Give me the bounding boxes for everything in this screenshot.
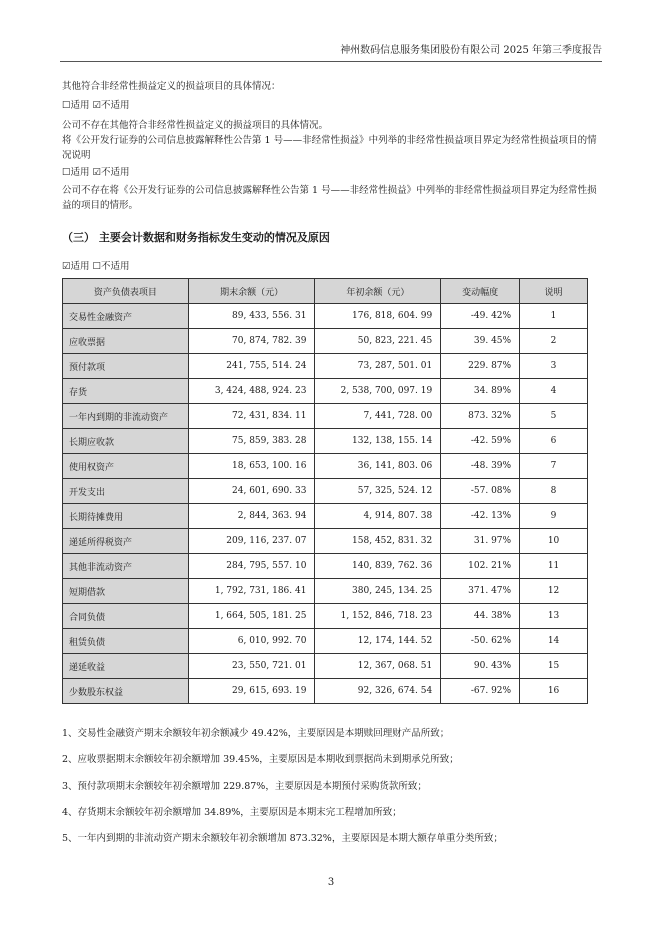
row-year-start-value: 73, 287, 501. 01 xyxy=(315,354,441,379)
row-change-rate: 102. 21% xyxy=(441,554,520,579)
row-period-end-value: 23, 550, 721. 01 xyxy=(188,654,315,679)
row-note-ref: 15 xyxy=(520,654,588,679)
table-row xyxy=(63,654,588,679)
row-change-rate: 39. 45% xyxy=(441,329,520,354)
row-year-start-value: 132, 138, 155. 14 xyxy=(315,429,441,454)
table-row xyxy=(63,604,588,629)
row-note-ref: 7 xyxy=(520,454,588,479)
row-year-start-value: 380, 245, 134. 25 xyxy=(315,579,441,604)
table-row xyxy=(63,329,588,354)
row-period-end-value: 209, 116, 237. 07 xyxy=(188,529,315,554)
row-change-rate: -48. 39% xyxy=(441,454,520,479)
row-change-rate: -67. 92% xyxy=(441,679,520,704)
row-item-name: 开发支出 xyxy=(63,479,189,504)
intro-line-3: 将《公开发行证券的公司信息披露解释性公告第 1 号——非经常性损益》中列举的非经常性损益项目界定为经常性损益项目的情况说明 xyxy=(62,135,597,161)
table-row xyxy=(63,379,588,404)
intro-line-4: 公司不存在将《公开发行证券的公司信息披露解释性公告第 1 号——非经常性损益》中列举的非经常性损益项目界定为经常性损益的项目的情形。 xyxy=(62,185,597,211)
row-period-end-value: 6, 010, 992. 70 xyxy=(188,629,315,654)
table-row xyxy=(63,579,588,604)
row-note-ref: 13 xyxy=(520,604,588,629)
row-change-rate: 31. 97% xyxy=(441,529,520,554)
row-period-end-value: 18, 653, 100. 16 xyxy=(188,454,315,479)
table-row xyxy=(63,304,588,329)
row-year-start-value: 158, 452, 831. 32 xyxy=(315,529,441,554)
row-note-ref: 12 xyxy=(520,579,588,604)
row-period-end-value: 89, 433, 556. 31 xyxy=(188,304,315,329)
row-period-end-value: 24, 601, 690. 33 xyxy=(188,479,315,504)
note-item: 5、一年内到期的非流动资产期末余额较年初余额增加 873.32%，主要原因是本期大额存单重分类所致； xyxy=(62,833,503,844)
report-title: 神州数码信息服务集团股份有限公司 2025 年第三季度报告 xyxy=(340,45,602,56)
row-year-start-value: 176, 818, 604. 99 xyxy=(315,304,441,329)
section-applicability-check: ☑适用 ☐不适用 xyxy=(62,261,130,272)
table-row xyxy=(63,354,588,379)
balance-sheet-changes-table xyxy=(62,278,588,704)
table-row xyxy=(63,504,588,529)
row-year-start-value: 7, 441, 728. 00 xyxy=(315,404,441,429)
table-row xyxy=(63,629,588,654)
table-row xyxy=(63,529,588,554)
row-note-ref: 11 xyxy=(520,554,588,579)
page-header xyxy=(60,44,602,62)
row-item-name: 长期待摊费用 xyxy=(63,504,189,529)
row-year-start-value: 92, 326, 674. 54 xyxy=(315,679,441,704)
row-year-start-value: 2, 538, 700, 097. 19 xyxy=(315,379,441,404)
row-note-ref: 5 xyxy=(520,404,588,429)
row-item-name: 递延所得税资产 xyxy=(63,529,189,554)
row-item-name: 存货 xyxy=(63,379,189,404)
row-period-end-value: 1, 792, 731, 186. 41 xyxy=(188,579,315,604)
row-note-ref: 14 xyxy=(520,629,588,654)
intro-line-1: 其他符合非经常性损益定义的损益项目的具体情况： xyxy=(62,81,281,92)
intro-line-2: 公司不存在其他符合非经常性损益定义的损益项目的具体情况。 xyxy=(62,120,329,131)
row-change-rate: -57. 08% xyxy=(441,479,520,504)
note-item: 3、预付款项期末余额较年初余额增加 229.87%，主要原因是本期预付采购货款所致； xyxy=(62,781,427,792)
header-period-end: 期末余额（元） xyxy=(188,279,315,304)
page-number: 3 xyxy=(327,877,335,888)
note-item: 1、交易性金融资产期末余额较年初余额减少 49.42%，主要原因是本期赎回理财产品所致； xyxy=(62,728,450,739)
row-item-name: 预付款项 xyxy=(63,354,189,379)
table-row xyxy=(63,429,588,454)
row-note-ref: 6 xyxy=(520,429,588,454)
row-year-start-value: 140, 839, 762. 36 xyxy=(315,554,441,579)
row-change-rate: 371. 47% xyxy=(441,579,520,604)
row-period-end-value: 1, 664, 505, 181. 25 xyxy=(188,604,315,629)
header-change: 变动幅度 xyxy=(441,279,520,304)
row-period-end-value: 29, 615, 693. 19 xyxy=(188,679,315,704)
row-item-name: 其他非流动资产 xyxy=(63,554,189,579)
row-note-ref: 3 xyxy=(520,354,588,379)
row-change-rate: 44. 38% xyxy=(441,604,520,629)
table-row xyxy=(63,679,588,704)
row-change-rate: -42. 13% xyxy=(441,504,520,529)
row-year-start-value: 36, 141, 803. 06 xyxy=(315,454,441,479)
row-year-start-value: 1, 152, 846, 718. 23 xyxy=(315,604,441,629)
table-row xyxy=(63,554,588,579)
row-item-name: 租赁负债 xyxy=(63,629,189,654)
row-note-ref: 10 xyxy=(520,529,588,554)
row-year-start-value: 12, 174, 144. 52 xyxy=(315,629,441,654)
row-item-name: 短期借款 xyxy=(63,579,189,604)
row-period-end-value: 2, 844, 363. 94 xyxy=(188,504,315,529)
row-period-end-value: 70, 874, 782. 39 xyxy=(188,329,315,354)
row-item-name: 应收票据 xyxy=(63,329,189,354)
row-change-rate: -49. 42% xyxy=(441,304,520,329)
section-title: （三） 主要会计数据和财务指标发生变动的情况及原因 xyxy=(62,231,330,244)
row-note-ref: 9 xyxy=(520,504,588,529)
row-period-end-value: 3, 424, 488, 924. 23 xyxy=(188,379,315,404)
row-item-name: 递延收益 xyxy=(63,654,189,679)
row-year-start-value: 50, 823, 221. 45 xyxy=(315,329,441,354)
row-item-name: 交易性金融资产 xyxy=(63,304,189,329)
row-item-name: 使用权资产 xyxy=(63,454,189,479)
row-note-ref: 8 xyxy=(520,479,588,504)
row-period-end-value: 72, 431, 834. 11 xyxy=(188,404,315,429)
row-change-rate: -50. 62% xyxy=(441,629,520,654)
row-year-start-value: 12, 367, 068. 51 xyxy=(315,654,441,679)
applicability-check-2: ☐适用 ☑不适用 xyxy=(62,167,130,178)
row-item-name: 少数股东权益 xyxy=(63,679,189,704)
header-year-start: 年初余额（元） xyxy=(315,279,441,304)
row-change-rate: 34. 89% xyxy=(441,379,520,404)
table-row xyxy=(63,454,588,479)
table-row xyxy=(63,479,588,504)
row-change-rate: -42. 59% xyxy=(441,429,520,454)
row-year-start-value: 4, 914, 807. 38 xyxy=(315,504,441,529)
note-item: 4、存货期末余额较年初余额增加 34.89%，主要原因是本期末完工程增加所致； xyxy=(62,807,402,818)
row-note-ref: 1 xyxy=(520,304,588,329)
row-note-ref: 4 xyxy=(520,379,588,404)
header-item: 资产负债表项目 xyxy=(63,279,189,304)
applicability-check-1: ☐适用 ☑不适用 xyxy=(62,100,130,111)
table-header-row xyxy=(63,279,588,304)
row-change-rate: 873. 32% xyxy=(441,404,520,429)
row-period-end-value: 75, 859, 383. 28 xyxy=(188,429,315,454)
note-item: 2、应收票据期末余额较年初余额增加 39.45%，主要原因是本期收到票据尚未到期承兑所致； xyxy=(62,754,459,765)
row-change-rate: 229. 87% xyxy=(441,354,520,379)
row-item-name: 合同负债 xyxy=(63,604,189,629)
row-note-ref: 2 xyxy=(520,329,588,354)
header-note: 说明 xyxy=(520,279,588,304)
row-year-start-value: 57, 325, 524. 12 xyxy=(315,479,441,504)
table-row xyxy=(63,404,588,429)
row-note-ref: 16 xyxy=(520,679,588,704)
row-period-end-value: 284, 795, 557. 10 xyxy=(188,554,315,579)
row-change-rate: 90. 43% xyxy=(441,654,520,679)
row-period-end-value: 241, 755, 514. 24 xyxy=(188,354,315,379)
row-item-name: 一年内到期的非流动资产 xyxy=(63,404,189,429)
row-item-name: 长期应收款 xyxy=(63,429,189,454)
